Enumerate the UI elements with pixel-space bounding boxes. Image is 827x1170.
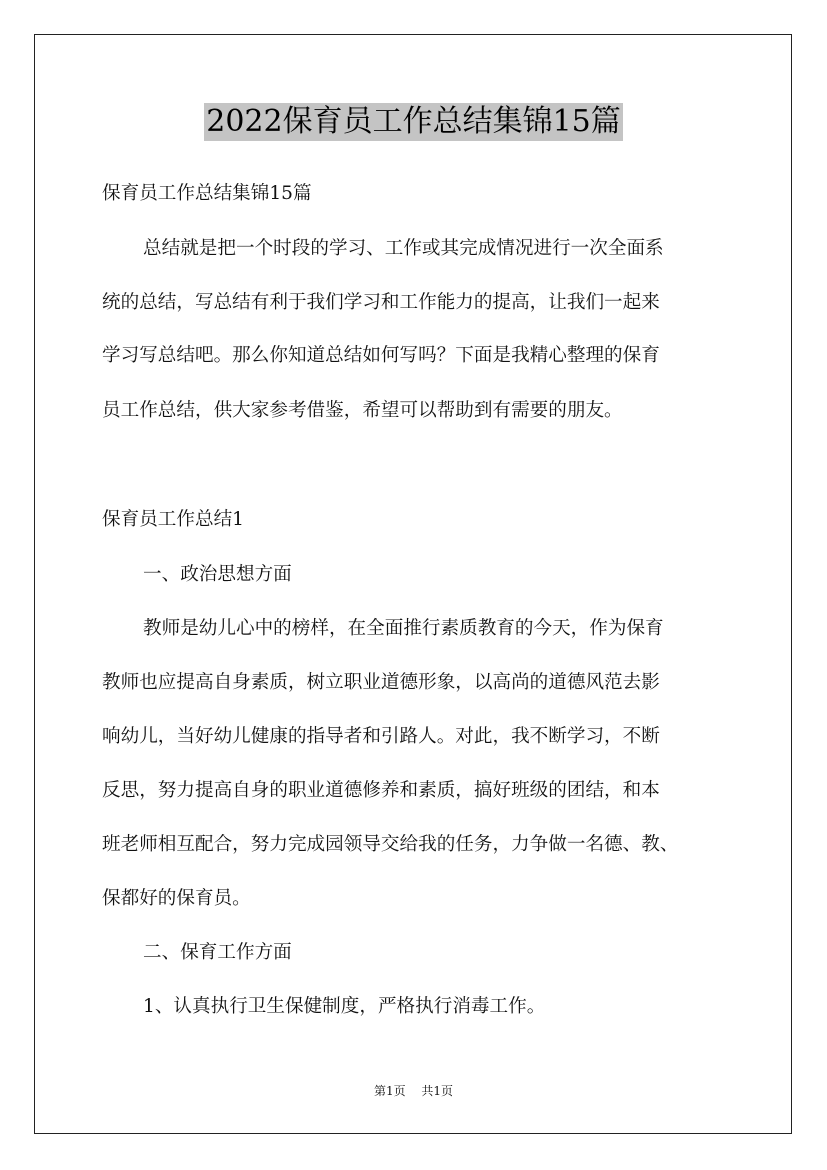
page-footer	[0, 1083, 827, 1099]
intro-line-2: 统的总结，写总结有利于我们学习和工作能力的提高，让我们一起来	[102, 292, 660, 313]
document-subtitle: 保育员工作总结集锦15篇	[102, 183, 312, 204]
intro-line-3: 学习写总结吧。那么你知道总结如何写吗？下面是我精心整理的保育	[102, 345, 660, 366]
part1-line-3: 响幼儿，当好幼儿健康的指导者和引路人。对此，我不断学习，不断	[102, 726, 660, 747]
part1-line-2: 教师也应提高自身素质，树立职业道德形象，以高尚的道德风范去影	[102, 672, 660, 693]
title-container	[0, 103, 827, 141]
part1-heading: 一、政治思想方面	[143, 564, 292, 585]
part1-line-4: 反思，努力提高自身的职业道德修养和素质，搞好班级的团结，和本	[102, 780, 660, 801]
list-item: 1、认真执行卫生保健制度，严格执行消毒工作。	[143, 996, 546, 1017]
intro-line-4: 员工作总结，供大家参考借鉴，希望可以帮助到有需要的朋友。	[102, 400, 623, 421]
page-number: 第1页	[374, 1084, 406, 1098]
intro-line-1: 总结就是把一个时段的学习、工作或其完成情况进行一次全面系	[143, 238, 664, 259]
page-total: 共1页	[421, 1084, 453, 1098]
document-title: 2022保育员工作总结集锦15篇	[206, 104, 621, 139]
part1-line-6: 保都好的保育员。	[102, 888, 251, 909]
section-heading: 保育员工作总结1	[102, 509, 244, 530]
part1-line-5: 班老师相互配合，努力完成园领导交给我的任务，力争做一名德、教、	[102, 834, 679, 855]
part2-heading: 二、保育工作方面	[143, 942, 292, 963]
part1-line-1: 教师是幼儿心中的榜样，在全面推行素质教育的今天，作为保育	[143, 618, 664, 639]
